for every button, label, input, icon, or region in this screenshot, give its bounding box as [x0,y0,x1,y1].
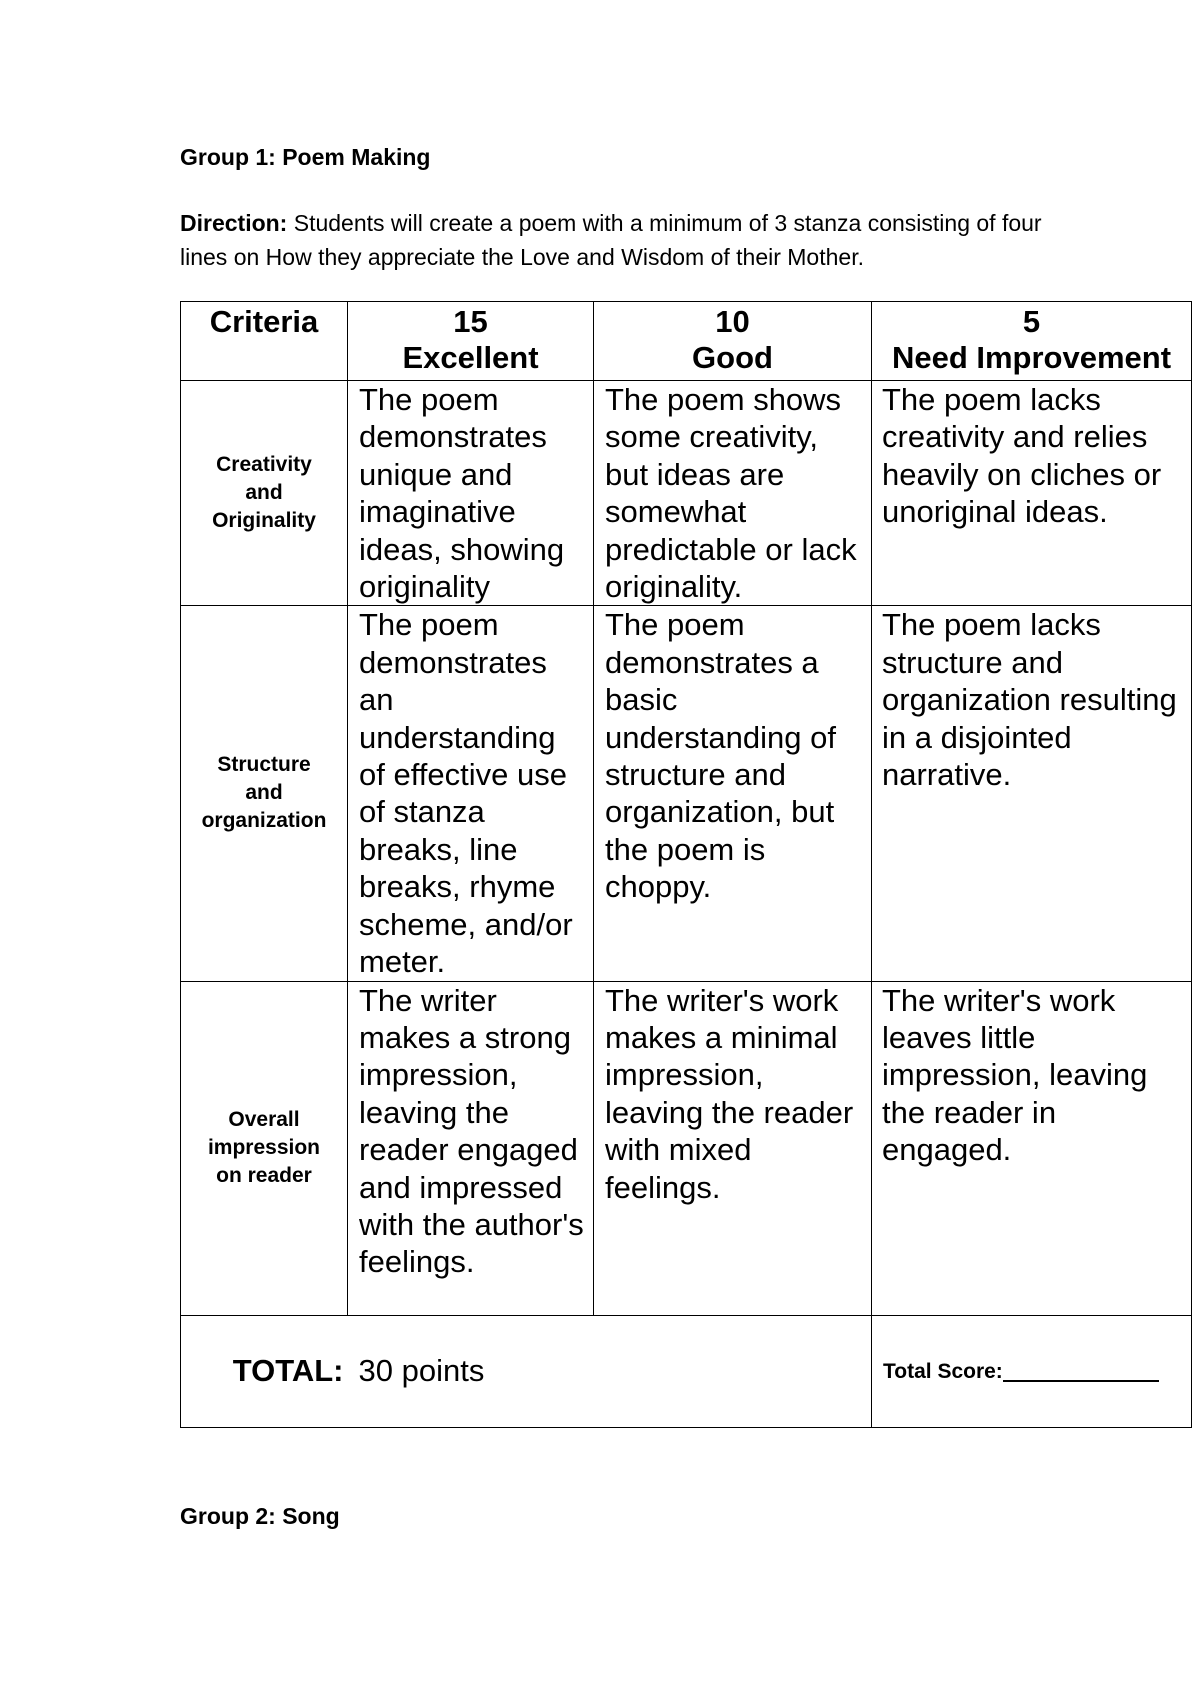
good-description: The poem shows some creativity, but ideas are somewhat predictable or lack originality. [594,381,872,606]
criterion-cell [181,981,348,1315]
need-improvement-header [872,302,1192,381]
good-description: The poem demonstrates a basic understanding of structure and organization, but the poem is choppy. [594,606,872,981]
criterion-line: Overall [228,1108,300,1131]
group-1-heading: Group 1: Poem Making [180,144,431,170]
criterion-line: and [245,781,283,805]
excellent-label: Excellent [402,340,539,375]
direction-label: Direction: [180,210,288,236]
rubric-row-impression [181,981,1192,1315]
need-improvement-description: The poem lacks structure and organization resulting in a disjointed narrative. [872,606,1192,981]
total-score-cell [872,1315,1192,1427]
need-improvement-description: The poem lacks creativity and relies heavily on cliches or unoriginal ideas. [872,381,1192,606]
rubric-row-structure [181,606,1192,981]
criteria-header-label: Criteria [209,304,319,339]
need-improvement-label: Need Improvement [891,340,1172,375]
rubric-row-creativity [181,381,1192,606]
rubric-table [180,301,1192,1428]
criterion-line: organization [201,809,327,833]
group-2-heading: Group 2: Song [180,1503,340,1529]
excellent-header [348,302,594,381]
excellent-description: The poem demonstrates an understanding of effective use of stanza breaks, line breaks, rhyme scheme, and/or meter. [348,606,594,981]
need-improvement-description: The writer's work leaves little impression, leaving the reader in engaged. [872,981,1192,1315]
criterion-cell [181,606,348,981]
criterion-line: Originality [212,509,316,533]
criterion-line: and [245,481,283,505]
good-label: Good [692,340,773,375]
good-header [594,302,872,381]
total-points: 30 points [348,1315,872,1427]
rubric-header-row [181,302,1192,381]
criterion-cell [181,381,348,606]
excellent-description: The writer makes a strong impression, leaving the reader engaged and impressed with the author's feelings. [348,981,594,1315]
criterion-line: impression [207,1136,321,1159]
criterion-line: Creativity [216,453,312,477]
direction-text: Students will create a poem with a minimum of 3 stanza consisting of four lines on How they appreciate the Love and Wisdom of their Mother. [180,210,1042,270]
criteria-header [181,302,348,381]
total-score-blank [1003,1358,1159,1382]
excellent-points: 15 [453,304,488,339]
total-score-label: Total Score: [883,1360,1003,1383]
good-points: 10 [715,304,750,339]
direction-paragraph [180,206,1060,274]
criterion-line: on reader [216,1164,312,1187]
need-improvement-points: 5 [1022,304,1041,339]
rubric-total-row [181,1315,1192,1427]
excellent-description: The poem demonstrates unique and imaginative ideas, showing originality [348,381,594,606]
total-label: TOTAL: [181,1315,348,1427]
criterion-line: Structure [217,753,311,777]
good-description: The writer's work makes a minimal impression, leaving the reader with mixed feelings. [594,981,872,1315]
